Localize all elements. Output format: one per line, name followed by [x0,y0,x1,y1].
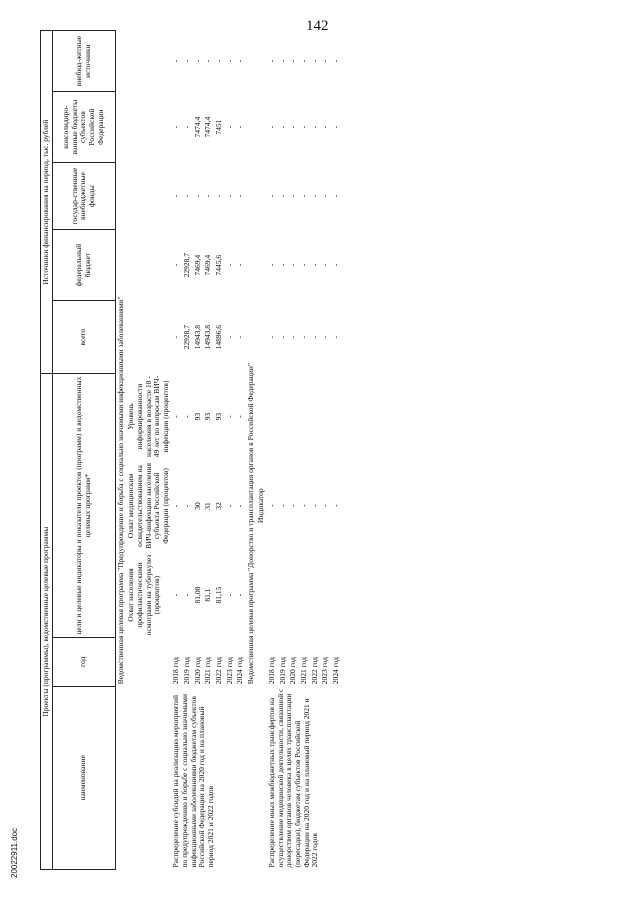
section1-title: Ведомственная целевая программа "Предупреждение и борьба с социально значимыми инфекционными заболеваниями" [115,296,125,685]
value-cell: - [224,59,234,63]
value-cell: - [182,194,191,198]
value-cell: 7469,4 [192,254,202,276]
value-cell: 93 [213,412,223,421]
value-cell: 32 [213,502,223,510]
value-cell: 81,08 [192,586,202,604]
value-cell: - [267,504,276,507]
value-cell: - [171,335,181,339]
value-cell: - [309,59,319,63]
value-cell: 7474,4 [203,116,213,138]
year-cell: 2018 год [267,657,276,685]
table-row [171,31,182,870]
value-cell: - [288,59,298,63]
value-cell: - [309,194,319,198]
value-cell: - [267,194,276,198]
value-cell: - [320,335,330,339]
value-cell: - [309,125,319,129]
value-cell: - [224,593,234,597]
value-cell: - [330,194,340,198]
value-cell: 7451 [213,119,223,135]
year-cell: 2022 год [213,657,223,685]
value-cell: - [320,194,330,198]
value-cell: - [320,59,330,63]
value-cell: - [171,504,181,508]
year-cell: 2019 год [277,657,287,685]
value-cell: - [182,125,191,129]
indicator-header-2: Охват медицинским освидетельствованием на ВИЧ-инфекцию населения субъекта Российской Федерации (процентов) [126,463,170,549]
year-cell: 2020 год [192,657,202,685]
value-cell: - [298,194,308,198]
value-cell: - [235,263,245,267]
value-cell: 14896,6 [213,325,223,350]
value-cell: - [235,335,245,339]
value-cell: - [288,194,298,198]
value-cell: - [330,263,340,267]
value-cell: - [171,194,181,198]
value-cell: 30 [192,502,202,510]
value-cell: - [320,125,330,129]
value-cell: - [235,415,245,418]
value-cell: - [267,263,276,267]
value-cell: - [213,59,223,63]
value-cell: - [277,263,287,267]
federal-header: федеральный бюджет [52,230,115,301]
consolidated-header: консолидиро-ванные бюджеты субъектов Российской Федерации [52,92,115,163]
indicator-header-3: Уровень информированности населения в возрасте 18 - 49 лет по вопросам ВИЧ-инфекции (процентов) [126,375,170,458]
total-header: всего [52,301,115,374]
value-cell: - [235,125,245,129]
value-cell: 14943,8 [203,325,213,350]
year-cell: 2023 год [320,657,330,685]
rotated-table-sheet [40,30,630,870]
value-cell: - [277,194,287,198]
value-cell: - [192,59,202,63]
value-cell: - [288,335,298,339]
value-cell: - [298,504,308,507]
value-cell: - [171,263,181,267]
value-cell: 81,15 [213,586,223,604]
value-cell: 93 [192,412,202,421]
value-cell: - [330,335,340,339]
value-cell: - [235,593,245,597]
value-cell: - [267,335,276,339]
section2-indicator-header: Индикатор [256,488,266,523]
financing-header: Источники финансирования на период, тыс. рублей [41,31,53,374]
year-cell: 2020 год [288,657,298,685]
value-cell: 14943,8 [192,325,202,350]
value-cell: - [320,504,330,507]
value-cell: - [298,125,308,129]
value-cell: - [277,504,287,507]
value-cell: - [213,194,223,198]
value-cell: - [320,263,330,267]
value-cell: - [288,504,298,507]
year-cell: 2021 год [203,657,213,685]
value-cell: - [298,335,308,339]
table-row [267,31,278,870]
section2-title: Ведомственная целевая программа "Донорство и трансплантация органов в Российской Федерации" [245,363,255,685]
value-cell: - [288,263,298,267]
state-funds-header: государ-ственные внебюджетные фонды [52,163,115,230]
value-cell: - [235,194,245,198]
year-cell: 2022 год [309,657,319,685]
value-cell: 7445,6 [213,254,223,276]
value-cell: - [203,194,213,198]
value-cell: - [277,125,287,129]
page-number: 142 [306,18,329,34]
value-cell: - [171,59,181,63]
value-cell: - [277,59,287,63]
value-cell: - [224,125,234,129]
value-cell: - [192,194,202,198]
value-cell: - [171,593,181,597]
value-cell: - [298,263,308,267]
year-cell: 2021 год [298,657,308,685]
value-cell: - [182,593,191,597]
value-cell: 81,1 [203,588,213,602]
section1-name: Распределение субсидий на реализацию мероприятий по предупреждению и борьбе с социально значимыми инфекционными заболеваниями бюджетам субъектов Российской Федерации на 2020 год и на плановый период 2021 и 2022 годов [171,693,215,868]
indicator-header-1: Охват населения профилактическими осмотрами на туберкулез (процентов) [126,554,162,636]
value-cell: - [309,263,319,267]
projects-header: Проекты (программы), ведомственные целевые программы [41,374,53,870]
value-cell: - [330,504,340,507]
value-cell: - [224,415,234,418]
value-cell: 7474,4 [192,116,202,138]
value-cell: - [309,335,319,339]
value-cell: - [224,194,234,198]
year-cell: 2023 год [224,657,234,685]
value-cell: - [203,59,213,63]
value-cell: - [182,504,191,508]
value-cell: 93 [203,412,213,421]
value-cell: - [224,335,234,339]
value-cell: - [171,125,181,129]
value-cell: - [277,335,287,339]
value-cell: - [267,59,276,63]
value-cell: - [330,125,340,129]
value-cell: - [309,504,319,507]
year-cell: 2019 год [182,657,191,685]
goals-header: цели и целевые индикаторы и показатели проектов (программ) и ведомственных целевых программ* [52,374,115,638]
value-cell: 22928,7 [182,325,191,350]
value-cell: - [298,59,308,63]
extra-header: внебюд-жетные источники [52,31,115,92]
financing-table [40,30,341,870]
year-cell: 2018 год [171,657,181,685]
value-cell: - [171,415,181,418]
footer-filename: 20022911.doc [10,827,19,878]
value-cell: 31 [203,502,213,510]
section2-name: Распределение иных межбюджетных трансфертов на осуществление медицинской деятельности, связанной с донорством органов человека в целях трансплантации (пересадки), бюджетам субъектов Российской Федерации на 2020 год и на плановый период 2021 и 2022 годов [267,688,320,868]
name-header: наименование [52,686,115,869]
value-cell: - [330,59,340,63]
year-cell: 2024 год [235,657,245,685]
value-cell: - [267,125,276,129]
value-cell: - [182,59,191,63]
value-cell: 7469,4 [203,254,213,276]
year-cell: 2024 год [330,657,340,685]
value-cell: 22928,7 [182,252,191,278]
value-cell: - [235,59,245,63]
value-cell: - [224,504,234,508]
value-cell: - [288,125,298,129]
value-cell: - [224,263,234,267]
year-header: год [52,637,115,686]
value-cell: - [235,504,245,508]
value-cell: - [182,415,191,418]
